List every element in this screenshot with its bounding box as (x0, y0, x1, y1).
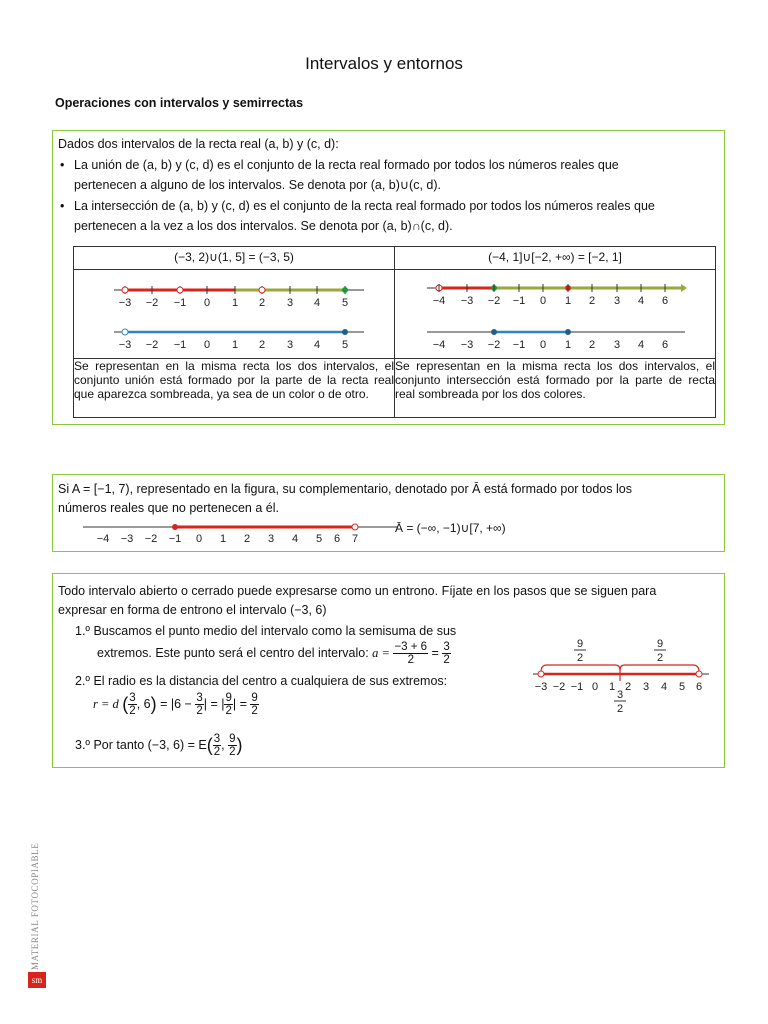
tick-label: 6 (695, 681, 703, 693)
center-label-num: 3 (616, 689, 624, 701)
tick-label: 0 (539, 295, 547, 307)
intersection-example-header: (−4, 1]∪[−2, +∞) = [−2, 1] (395, 247, 716, 270)
tick-label: −2 (487, 339, 501, 351)
tick-label: 7 (351, 533, 359, 545)
tick-label: 0 (591, 681, 599, 693)
tick-label: −1 (512, 339, 526, 351)
tick-label: −2 (487, 295, 501, 307)
tick-label: 6 (661, 295, 669, 307)
bullet-intersection-line1: • La intersección de (a, b) y (c, d) es el conjunto de la recta real formado por todos los números reales que (74, 199, 655, 214)
tick-label: −4 (96, 533, 110, 545)
intersection-description: Se representan en la misma recta los dos intervalos, el conjunto intersección está formado por la parte de recta real sombreada por los dos colores. (395, 358, 716, 417)
tick-label: 2 (258, 339, 266, 351)
union-description: Se representan en la misma recta los dos intervalos, el conjunto unión está formado por la parte de la recta real que aparezca sombreada, ya sea de un color o de otro. (74, 358, 395, 417)
tick-label: 2 (258, 297, 266, 309)
closed-point (172, 524, 178, 530)
tick-label: −4 (432, 339, 446, 351)
tick-label: 5 (315, 533, 323, 545)
tick-label: 4 (660, 681, 668, 693)
section-subtitle: Operaciones con intervalos y semirrectas (55, 96, 304, 110)
complement-number-line (83, 519, 403, 545)
tick-label: 3 (613, 295, 621, 307)
open-point (538, 671, 544, 677)
complement-line2: números reales que no pertenecen a él. (58, 501, 279, 516)
open-point (696, 671, 702, 677)
step-1 (75, 622, 505, 666)
publisher-logo: sm (28, 972, 46, 988)
bullet-union-line2: pertenecen a alguno de los intervalos. Se denota por (a, b)∪(c, d). (74, 177, 442, 192)
tick-label: 5 (341, 297, 349, 309)
radius-label-num: 9 (656, 638, 664, 650)
tick-label: 4 (637, 339, 645, 351)
union-number-lines (74, 270, 394, 352)
closed-point (565, 329, 571, 335)
closed-point (342, 287, 348, 293)
neighborhood-intro-line1: Todo intervalo abierto o cerrado puede expresarse como un entrono. Fíjate en los pasos que se siguen para (58, 584, 657, 598)
radius-label-num: 9 (576, 638, 584, 650)
fraction: $\frac{3}{2}$ (443, 640, 450, 666)
tick-label: 0 (203, 297, 211, 309)
box1-intro: Dados dos intervalos de la recta real (a, b) y (c, d): (58, 137, 339, 151)
step-2-r: r = d (93, 696, 119, 711)
tick-label: 0 (203, 339, 211, 351)
complement-line1: Si A = [−1, 7), representado en la figura, su complementario, denotado por Ā está formado por todos los (58, 482, 632, 496)
tick-label: 2 (588, 295, 596, 307)
tick-label: 4 (291, 533, 299, 545)
bullet-union (58, 156, 714, 195)
tick-label: −3 (460, 339, 474, 351)
tick-label: −3 (460, 295, 474, 307)
tick-label: −2 (145, 297, 159, 309)
tick-label: 3 (613, 339, 621, 351)
tick-label: 5 (341, 339, 349, 351)
intersection-number-lines (395, 270, 715, 352)
tick-label: −1 (173, 339, 187, 351)
step-3: 3.º Por tanto (−3, 6) = E( $\frac{3}{2}$ , $\frac{9}{2}$ ) (75, 732, 243, 758)
tick-label: 3 (286, 297, 294, 309)
tick-label: −1 (173, 297, 187, 309)
step-1-text: extremos. Este punto será el centro del intervalo: (97, 645, 369, 660)
center-label-den: 2 (616, 703, 624, 714)
closed-point (491, 329, 497, 335)
tick-label: 6 (333, 533, 341, 545)
page-title: Intervalos y entornos (305, 54, 463, 73)
arrow-right-icon (681, 284, 687, 292)
tick-label: −3 (118, 297, 132, 309)
tick-label: −3 (534, 681, 548, 693)
tick-label: 1 (231, 339, 239, 351)
radius-label-den: 2 (576, 652, 584, 664)
tick-label: 2 (243, 533, 251, 545)
tick-label: 4 (313, 339, 321, 351)
step-2-line1: 2.º El radio es la distancia del centro a cualquiera de sus extremos: (75, 674, 448, 688)
tick-label: −2 (552, 681, 566, 693)
complement-box (52, 474, 725, 552)
complement-result: Ā = (−∞, −1)∪[7, +∞) (395, 521, 506, 535)
tick-label: 6 (661, 339, 669, 351)
intersection-figure (395, 270, 716, 359)
open-point (122, 329, 128, 335)
tick-label: 1 (219, 533, 227, 545)
tick-label: 1 (564, 295, 572, 307)
open-point (122, 287, 128, 293)
closed-point (342, 329, 348, 335)
tick-label: −3 (120, 533, 134, 545)
tick-label: −2 (145, 339, 159, 351)
tick-label: 3 (286, 339, 294, 351)
step-1-formula: a = (372, 645, 390, 660)
step-1-line1: 1.º Buscamos el punto medio del intervalo como la semisuma de sus (75, 624, 457, 638)
union-figure (74, 270, 395, 359)
open-point (352, 524, 358, 530)
tick-label: −1 (570, 681, 584, 693)
tick-label: −4 (432, 295, 446, 307)
tick-label: 1 (564, 339, 572, 351)
step-2 (75, 672, 505, 718)
radius-label-den: 2 (656, 652, 664, 664)
side-watermark: MATERIAL FOTOCOPIABLE (30, 842, 40, 970)
tick-label: 1 (231, 297, 239, 309)
neighborhood-figure (523, 634, 723, 714)
step-2-formula: r = d ( $\frac{3}{2}$ , 6) = |6 − $\frac{3}{2}$ | = | $\frac{9}{2}$ | = $\frac{9}{2}$ (93, 691, 258, 717)
step-3-text: 3.º Por tanto (−3, 6) = E (75, 737, 207, 752)
tick-label: −2 (144, 533, 158, 545)
tick-label: 4 (313, 297, 321, 309)
union-intersection-box (52, 130, 725, 425)
tick-label: 2 (588, 339, 596, 351)
tick-label: 4 (637, 295, 645, 307)
neighborhood-intro-line2: expresar en forma de entrono el intervalo (−3, 6) (58, 603, 327, 618)
step-1-line2: extremos. Este punto será el centro del intervalo: a = $\frac{-3 + 6}{2}$ = $\frac{3}{2}$ (97, 640, 450, 666)
tick-label: 0 (539, 339, 547, 351)
neighborhood-box (52, 573, 725, 768)
tick-label: 2 (624, 681, 632, 693)
tick-label: 3 (267, 533, 275, 545)
open-point (259, 287, 265, 293)
tick-label: −1 (168, 533, 182, 545)
examples-table (73, 246, 716, 418)
tick-label: 3 (642, 681, 650, 693)
tick-label: −1 (512, 295, 526, 307)
tick-label: −3 (118, 339, 132, 351)
bullet-intersection (58, 197, 714, 236)
tick-label: 1 (608, 681, 616, 693)
fraction: $\frac{-3 + 6}{2}$ (394, 640, 428, 666)
bullet-union-line1: • La unión de (a, b) y (c, d) es el conjunto de la recta real formado por todos los números reales que (74, 158, 619, 173)
tick-label: 0 (195, 533, 203, 545)
open-point (177, 287, 183, 293)
tick-label: 5 (678, 681, 686, 693)
bullet-intersection-line2: pertenecen a la vez a los dos intervalos. Se denota por (a, b)∩(c, d). (74, 218, 453, 233)
union-example-header: (−3, 2)∪(1, 5] = (−3, 5) (74, 247, 395, 270)
